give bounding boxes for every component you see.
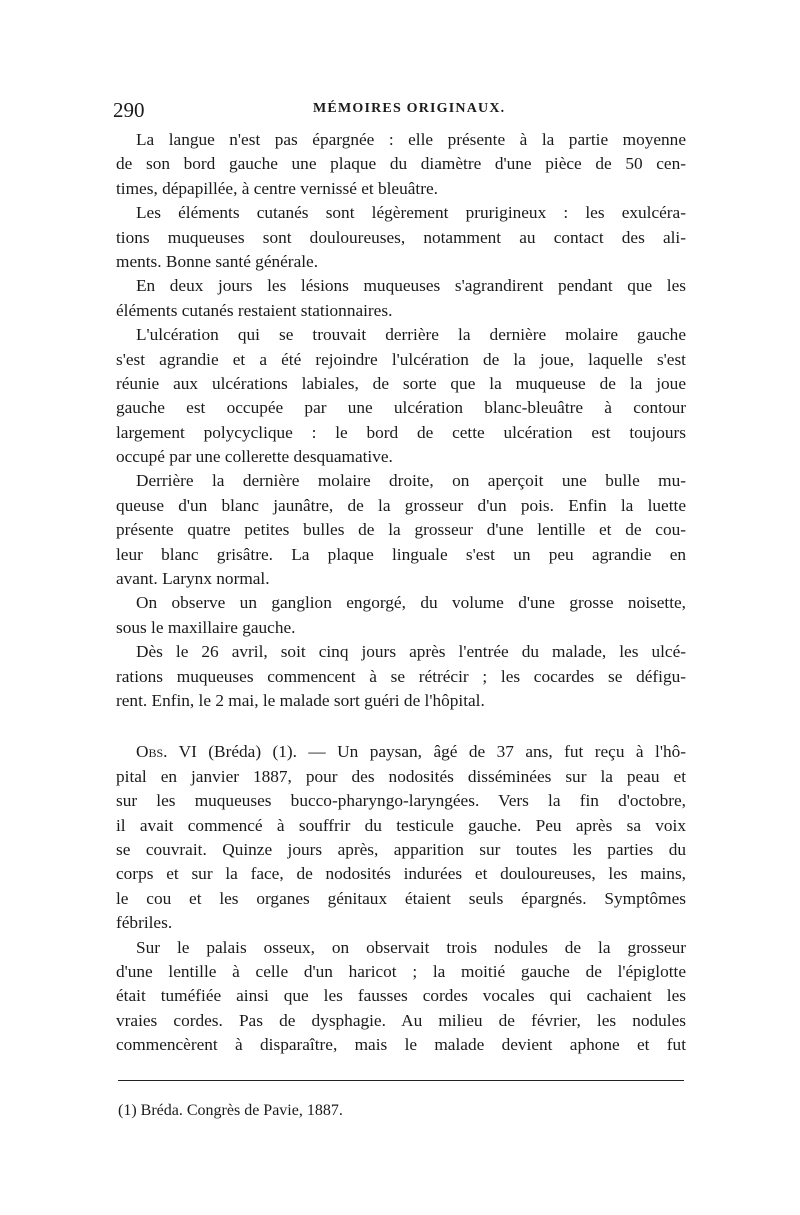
- text-line: rent. Enfin, le 2 mai, le malade sort guéri de l'hôpital.: [116, 690, 485, 710]
- text-line: Sur le palais osseux, on observait trois nodules de la grosseur: [136, 937, 686, 957]
- text-line: Les éléments cutanés sont légèrement prurigineux : les exulcéra-: [136, 203, 686, 223]
- paragraph: [116, 274, 686, 323]
- text-line: [116, 740, 686, 764]
- running-head: [113, 98, 685, 126]
- text-line: vraies cordes. Pas de dysphagie. Au milieu de février, les nodules: [116, 1010, 686, 1030]
- text-line: avant. Larynx normal.: [116, 569, 270, 589]
- running-title: MÉMOIRES ORIGINAUX.: [313, 101, 506, 116]
- text-line: d'une lentille à celle d'un haricot ; la moitié gauche de l'épiglotte: [116, 961, 686, 981]
- section-gap: [116, 713, 686, 740]
- text-line: queuse d'un blanc jaunâtre, de la grosseur d'un pois. Enfin la luette: [116, 495, 686, 515]
- text-line: corps et sur la face, de nodosités indurées et douloureuses, les mains,: [116, 864, 686, 884]
- observation-label: Obs. VI: [136, 742, 197, 762]
- text-line: fébriles.: [116, 913, 173, 933]
- observation-heading-text: (Bréda) (1). — Un paysan, âgé de 37 ans, fut reçu à l'hô-: [208, 742, 686, 762]
- text-line: sous le maxillaire gauche.: [116, 617, 296, 637]
- text-line: présente quatre petites bulles de la grosseur d'une lentille et de cou-: [116, 520, 686, 540]
- text-line: En deux jours les lésions muqueuses s'agrandirent pendant que les: [136, 276, 686, 296]
- text-line: éléments cutanés restaient stationnaires.: [116, 300, 393, 320]
- footnote: (1) Bréda. Congrès de Pavie, 1887.: [118, 1102, 343, 1119]
- text-line: tions muqueuses sont douloureuses, notamment au contact des ali-: [116, 227, 686, 247]
- paragraph: [116, 323, 686, 469]
- text-line: largement polycyclique : le bord de cette ulcération est toujours: [116, 422, 686, 442]
- text-line: On observe un ganglion engorgé, du volume d'une grosse noisette,: [136, 593, 686, 613]
- footnote-rule: [118, 1080, 684, 1081]
- text-line: réunie aux ulcérations labiales, de sorte que la muqueuse de la joue: [116, 373, 686, 393]
- paragraph: [116, 591, 686, 640]
- text-line: s'est agrandie et a été rejoindre l'ulcération de la joue, laquelle s'est: [116, 349, 686, 369]
- paragraph: [116, 469, 686, 591]
- text-line: pital en janvier 1887, pour des nodosités disséminées sur la peau et: [116, 766, 686, 786]
- paragraph: [116, 128, 686, 201]
- paragraph: [116, 201, 686, 274]
- text-line: rations muqueuses commencent à se rétrécir ; les cocardes se défigu-: [116, 666, 686, 686]
- text-line: de son bord gauche une plaque du diamètre d'une pièce de 50 cen-: [116, 154, 686, 174]
- observation-paragraph: [116, 740, 686, 935]
- text-line: sur les muqueuses bucco-pharyngo-laryngées. Vers la fin d'octobre,: [116, 791, 686, 811]
- paragraph: [116, 936, 686, 1058]
- text-line: times, dépapillée, à centre vernissé et bleuâtre.: [116, 178, 438, 198]
- text-line: gauche est occupée par une ulcération blanc-bleuâtre à contour: [116, 398, 686, 418]
- page-number: 290: [113, 98, 145, 122]
- text-line: La langue n'est pas épargnée : elle présente à la partie moyenne: [136, 130, 686, 149]
- text-line: L'ulcération qui se trouvait derrière la dernière molaire gauche: [136, 325, 686, 345]
- text-line: commencèrent à disparaître, mais le malade devient aphone et fut: [116, 1035, 686, 1055]
- text-line: se couvrait. Quinze jours après, apparition sur toutes les parties du: [116, 839, 686, 859]
- text-line: le cou et les organes génitaux étaient seuls épargnés. Symptômes: [116, 888, 686, 908]
- text-line: leur blanc grisâtre. La plaque linguale s'est un peu agrandie en: [116, 544, 686, 564]
- text-line: il avait commencé à souffrir du testicule gauche. Peu après sa voix: [116, 815, 686, 835]
- text-line: ments. Bonne santé générale.: [116, 251, 319, 271]
- text-line: Derrière la dernière molaire droite, on aperçoit une bulle mu-: [136, 471, 686, 491]
- body-text: [116, 128, 686, 1057]
- text-line: Dès le 26 avril, soit cinq jours après l'entrée du malade, les ulcé-: [136, 642, 686, 662]
- text-line: occupé par une collerette desquamative.: [116, 447, 393, 467]
- text-line: était tuméfiée ainsi que les fausses cordes vocales qui cachaient les: [116, 986, 686, 1006]
- paragraph: [116, 640, 686, 713]
